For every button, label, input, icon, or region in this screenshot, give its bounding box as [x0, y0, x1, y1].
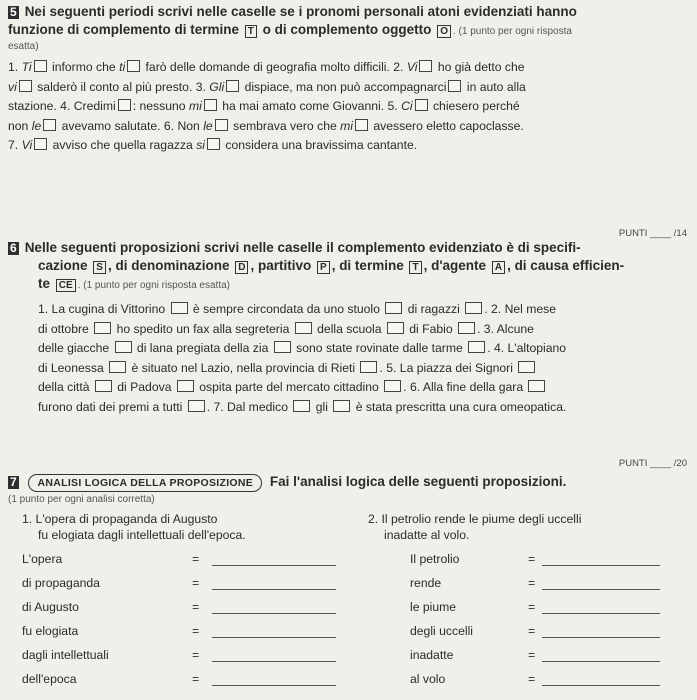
answer-box[interactable] — [293, 400, 310, 412]
exercise-6-title-line3 — [38, 276, 691, 294]
answer-box[interactable] — [204, 99, 217, 111]
equals-sign: = — [192, 576, 200, 590]
exercise-6-title-line2 — [38, 258, 691, 274]
analysis-term: di propaganda — [22, 576, 100, 590]
answer-box[interactable] — [215, 119, 228, 131]
text: avevamo salutate. 6. Non — [58, 118, 204, 133]
title-text: o di complemento oggetto — [262, 22, 432, 37]
answer-box[interactable] — [333, 400, 350, 412]
pronoun: si — [196, 138, 206, 152]
answer-box[interactable] — [385, 302, 402, 314]
pronoun: Gli — [209, 79, 225, 94]
pronoun: le — [203, 118, 213, 133]
answer-box[interactable] — [355, 119, 368, 131]
title-text: te — [38, 276, 51, 291]
equals-sign: = — [528, 624, 536, 638]
answer-line[interactable] — [212, 637, 336, 638]
title-text: Fai l'analisi logica delle seguenti proposizioni. — [269, 474, 567, 489]
equals-sign: = — [528, 576, 536, 590]
ex6-line — [38, 300, 691, 320]
text: . 3. Alcune — [477, 321, 534, 336]
letter-d-badge: D — [235, 261, 248, 274]
exercise-5-title-line2 — [8, 22, 691, 40]
answer-box[interactable] — [171, 302, 188, 314]
answer-line[interactable] — [212, 589, 336, 590]
letter-s-badge: S — [93, 261, 106, 274]
sentence-2-line1: 2. Il petrolio rende le piume degli uccelli — [368, 512, 582, 526]
ex5-line-1 — [8, 58, 691, 78]
title-text: cazione — [38, 258, 88, 273]
text: considera una bravissima cantante. — [222, 138, 418, 152]
ex6-line — [38, 378, 691, 398]
exercise-5-title-line1: Nei seguenti periodi scrivi nelle caselle se i pronomi personali atoni evidenziati hanno — [24, 4, 577, 19]
equals-sign: = — [528, 648, 536, 662]
answer-box[interactable] — [518, 361, 535, 373]
title-text: , di termine — [331, 258, 404, 273]
text: chiesero perché — [429, 99, 520, 113]
text: ospita parte del mercato cittadino — [195, 380, 383, 394]
answer-line[interactable] — [542, 589, 660, 590]
pronoun: Ci — [401, 99, 413, 113]
answer-box[interactable] — [94, 322, 111, 334]
text: di Fabio — [405, 321, 457, 336]
letter-a-badge: A — [492, 261, 505, 274]
exercise-6-note: . (1 punto per ogni risposta esatta) — [77, 280, 230, 291]
exercise-6-title-line1 — [8, 240, 691, 256]
analysis-term: fu elogiata — [22, 624, 79, 638]
answer-box[interactable] — [19, 80, 32, 92]
ex5-line-2 — [8, 78, 691, 98]
analysis-term: di Augusto — [22, 600, 79, 614]
answer-line[interactable] — [542, 685, 660, 686]
equals-sign: = — [192, 624, 200, 638]
text: salderò il conto al più presto. 3. — [33, 79, 210, 94]
answer-box[interactable] — [177, 380, 194, 392]
title-text: Nelle seguenti proposizioni scrivi nelle caselle il complemento evidenziato è di specifi- — [24, 240, 581, 255]
sentence-1-line2: fu elogiata dagli intellettuali dell'epoca. — [38, 528, 246, 542]
answer-box[interactable] — [458, 322, 475, 334]
pronoun: mi — [340, 118, 354, 133]
answer-box[interactable] — [448, 80, 461, 92]
text: farò delle domande di geografia molto difficili. 2. — [142, 60, 407, 74]
answer-box[interactable] — [109, 361, 126, 373]
text: 1. La cugina di Vittorino — [38, 302, 169, 316]
answer-box[interactable] — [34, 60, 47, 72]
answer-box[interactable] — [95, 380, 112, 392]
ex6-line — [38, 398, 691, 418]
ex6-line — [38, 339, 691, 359]
answer-box[interactable] — [387, 322, 404, 334]
exercise-7-number: 7 — [10, 475, 17, 489]
title-text: funzione di complemento di termine — [8, 22, 240, 37]
text: avessero eletto capoclasse. — [370, 118, 524, 133]
text: . 5. La piazza dei Signori — [379, 360, 517, 375]
text: della scuola — [313, 321, 385, 336]
text: ha mai amato come Giovanni. 5. — [218, 99, 402, 113]
text: informo che — [48, 60, 120, 74]
text: 7. — [8, 138, 22, 152]
answer-line[interactable] — [212, 613, 336, 614]
exercise-7 — [8, 474, 691, 505]
analysis-term: rende — [410, 576, 442, 590]
exercise-5-text — [8, 58, 691, 156]
equals-sign: = — [192, 648, 200, 662]
exercise-6-score: PUNTI ____ /20 — [618, 458, 687, 469]
answer-box[interactable] — [226, 80, 239, 92]
answer-line[interactable] — [212, 661, 336, 662]
equals-sign: = — [192, 672, 200, 686]
ex5-line-4 — [8, 117, 691, 137]
letter-t-badge: T — [245, 25, 257, 38]
exercise-5-title — [8, 4, 691, 20]
pronoun: ti — [119, 60, 126, 74]
answer-box[interactable] — [115, 341, 132, 353]
ex5-line-5 — [8, 136, 691, 156]
ex5-line-3 — [8, 97, 691, 117]
text: . 2. Nel mese — [484, 302, 557, 316]
text: : nessuno — [132, 99, 189, 113]
text: gli — [312, 399, 332, 414]
text: è stata prescritta una cura omeopatica. — [352, 399, 567, 414]
answer-box[interactable] — [384, 380, 401, 392]
letter-p-badge: P — [317, 261, 330, 274]
title-text: , di denominazione — [107, 258, 230, 273]
text: . 4. L'altopiano — [487, 341, 567, 355]
exercise-5-number: 5 — [10, 5, 17, 19]
answer-box[interactable] — [118, 99, 131, 111]
answer-box[interactable] — [360, 361, 377, 373]
answer-box[interactable] — [188, 400, 205, 412]
analisi-logica-label: ANALISI LOGICA DELLA PROPOSIZIONE — [28, 474, 262, 492]
exercise-5 — [8, 4, 691, 156]
text: ho spedito un fax alla segreteria — [113, 321, 293, 336]
answer-line[interactable] — [542, 565, 660, 566]
analysis-term: Il petrolio — [410, 552, 460, 566]
pronoun: le — [31, 118, 42, 133]
answer-line[interactable] — [212, 685, 336, 686]
answer-box[interactable] — [127, 60, 140, 72]
text: è situato nel Lazio, nella provincia di Rieti — [128, 360, 359, 375]
pronoun: Ti — [21, 60, 32, 74]
analysis-term: L'opera — [22, 552, 63, 566]
exercise-5-score: PUNTI ____ /14 — [618, 228, 687, 239]
answer-box[interactable] — [528, 380, 545, 392]
analysis-term: dell'epoca — [22, 672, 77, 686]
sentence-1-line1: 1. L'opera di propaganda di Augusto — [22, 512, 218, 526]
pronoun: mi — [188, 99, 202, 113]
answer-box[interactable] — [43, 119, 56, 131]
letter-t-badge: T — [409, 261, 421, 274]
title-text: , partitivo — [250, 258, 312, 273]
text: ho già detto che — [434, 60, 525, 74]
letter-ce-badge: CE — [56, 279, 76, 292]
ex6-line — [38, 359, 691, 379]
answer-box[interactable] — [419, 60, 432, 72]
analysis-term: degli uccelli — [410, 624, 474, 638]
text: furono dati dei premi a tutti — [38, 399, 186, 414]
analysis-term: le piume — [410, 600, 457, 614]
pronoun: Vi — [406, 60, 418, 74]
exercise-5-note-cont: esatta) — [8, 41, 39, 52]
answer-box[interactable] — [34, 138, 47, 150]
answer-box[interactable] — [468, 341, 485, 353]
answer-box[interactable] — [465, 302, 482, 314]
exercise-6-number: 6 — [10, 241, 17, 255]
equals-sign: = — [192, 600, 200, 614]
text: della città — [38, 380, 93, 394]
answer-line[interactable] — [542, 637, 660, 638]
sentence-2-line2: inadatte al volo. — [384, 528, 470, 542]
answer-line[interactable] — [542, 661, 660, 662]
text: di Padova — [113, 380, 175, 394]
equals-sign: = — [528, 552, 536, 566]
text: stazione. 4. Credimi — [8, 99, 116, 113]
equals-sign: = — [192, 552, 200, 566]
exercise-6 — [8, 240, 691, 417]
text: di ragazzi — [404, 302, 464, 316]
text: avviso che quella ragazza — [49, 138, 197, 152]
text: di Leonessa — [38, 360, 108, 375]
analysis-term: dagli intellettuali — [22, 648, 109, 662]
exercise-5-note: . (1 punto per ogni risposta — [452, 26, 572, 37]
text: . 6. Alla fine della gara — [403, 380, 527, 394]
exercise-7-title — [8, 474, 691, 492]
title-text: , d'agente — [423, 258, 487, 273]
answer-box[interactable] — [207, 138, 220, 150]
text: è sempre circondata da uno stuolo — [189, 302, 384, 316]
text: in auto alla — [463, 79, 526, 94]
text: sono state rovinate dalle tarme — [292, 341, 467, 355]
answer-line[interactable] — [542, 613, 660, 614]
pronoun: Vi — [21, 138, 33, 152]
letter-o-badge: O — [437, 25, 451, 38]
analysis-term: al volo — [410, 672, 446, 686]
title-text: , di causa efficien- — [507, 258, 625, 273]
text: di ottobre — [38, 321, 93, 336]
answer-box[interactable] — [295, 322, 312, 334]
analysis-term: inadatte — [410, 648, 454, 662]
exercise-6-text — [38, 300, 691, 417]
text: dispiace, ma non può accompagnarci — [241, 79, 447, 94]
pronoun: vi — [8, 79, 17, 94]
text: sembrava vero che — [229, 118, 341, 133]
equals-sign: = — [528, 600, 536, 614]
text: delle giacche — [38, 341, 113, 355]
exercise-7-note: (1 punto per ogni analisi corretta) — [8, 494, 155, 505]
text: di lana pregiata della zia — [133, 341, 272, 355]
text: non — [8, 118, 32, 133]
answer-line[interactable] — [212, 565, 336, 566]
answer-box[interactable] — [415, 99, 428, 111]
text: . 7. Dal medico — [206, 399, 292, 414]
equals-sign: = — [528, 672, 536, 686]
text: 1. — [8, 60, 22, 74]
ex6-line — [38, 320, 691, 340]
answer-box[interactable] — [274, 341, 291, 353]
